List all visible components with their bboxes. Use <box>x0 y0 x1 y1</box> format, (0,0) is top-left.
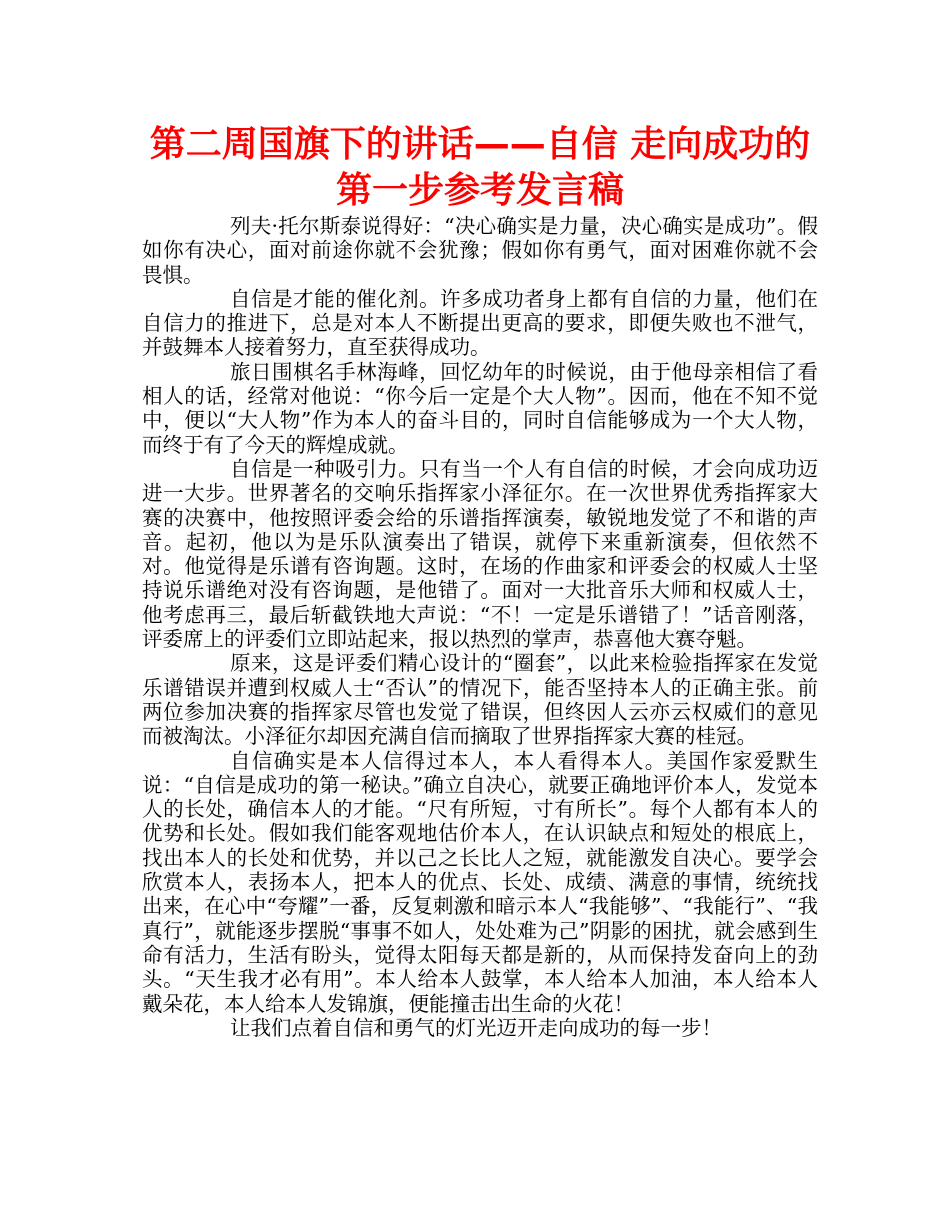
paragraph: 自信是一种吸引力。只有当一个人有自信的时候，才会向成功迈进一大步。世界著名的交响乐指挥家小泽征尔。在一次世界优秀指挥家大赛的决赛中，他按照评委会给的乐谱指挥演奏，敏锐地发觉了不和谐的声音。起初，他以为是乐队演奏出了错误，就停下来重新演奏，但依然不对。他觉得是乐谱有咨询题。这时，在场的作曲家和评委会的权威人士坚持说乐谱绝对没有咨询题，是他错了。面对一大批音乐大师和权威人士，他考虑再三，最后斩截铁地大声说：“不！一定是乐谱错了！”话音刚落，评委席上的评委们立即站起来，报以热烈的掌声，恭喜他大赛夺魁。 <box>142 456 818 652</box>
paragraph: 原来，这是评委们精心设计的“圈套”，以此来检验指挥家在发觉乐谱错误并遭到权威人士“否认”的情况下，能否坚持本人的正确主张。前两位参加决赛的指挥家尽管也发觉了错误，但终因人云亦云权威们的意见而被淘汰。小泽征尔却因充满自信而摘取了世界指挥家大赛的桂冠。 <box>142 651 818 749</box>
title-line-2: 第一步参考发言稿 <box>335 170 624 211</box>
title-line-1: 第二周国旗下的讲话——自信 走向成功的 <box>149 124 811 165</box>
paragraph: 自信是才能的催化剂。许多成功者身上都有自信的力量，他们在自信力的推进下，总是对本人不断提出更高的要求，即便失败也不泄气，并鼓舞本人接着努力，直至获得成功。 <box>142 286 818 360</box>
document-body <box>142 214 818 1040</box>
paragraph: 自信确实是本人信得过本人，本人看得本人。美国作家爱默生说：“自信是成功的第一秘诀。”确立自决心，就要正确地评价本人，发觉本人的长处，确信本人的才能。“尺有所短，寸有所长”。每个人都有本人的优势和长处。假如我们能客观地估价本人，在认识缺点和短处的根底上，找出本人的长处和优势，并以己之长比人之短，就能激发自决心。要学会欣赏本人，表扬本人，把本人的优点、长处、成绩、满意的事情，统统找出来，在心中“夸耀”一番，反复刺激和暗示本人“我能够”、“我能行”、“我真行”，就能逐步摆脱“事事不如人，处处难为己”阴影的困扰，就会感到生命有活力，生活有盼头，觉得太阳每天都是新的，从而保持发奋向上的劲头。“天生我才必有用”。本人给本人鼓掌，本人给本人加油，本人给本人戴朵花，本人给本人发锦旗，便能撞击出生命的火花！ <box>142 748 818 1016</box>
paragraph: 列夫·托尔斯泰说得好：“决心确实是力量，决心确实是成功”。假如你有决心，面对前途你就不会犹豫；假如你有勇气，面对困难你就不会畏惧。 <box>142 214 818 287</box>
document-page <box>142 122 818 1040</box>
paragraph: 让我们点着自信和勇气的灯光迈开走向成功的每一步！ <box>230 1015 722 1040</box>
paragraph: 旅日围棋名手林海峰，回忆幼年的时候说，由于他母亲相信了看相人的话，经常对他说：“你今后一定是个大人物”。因而，他在不知不觉中，便以“大人物”作为本人的奋斗目的，同时自信能够成为一个大人物，而终于有了今天的辉煌成就。 <box>142 359 818 457</box>
document-title <box>142 122 818 214</box>
